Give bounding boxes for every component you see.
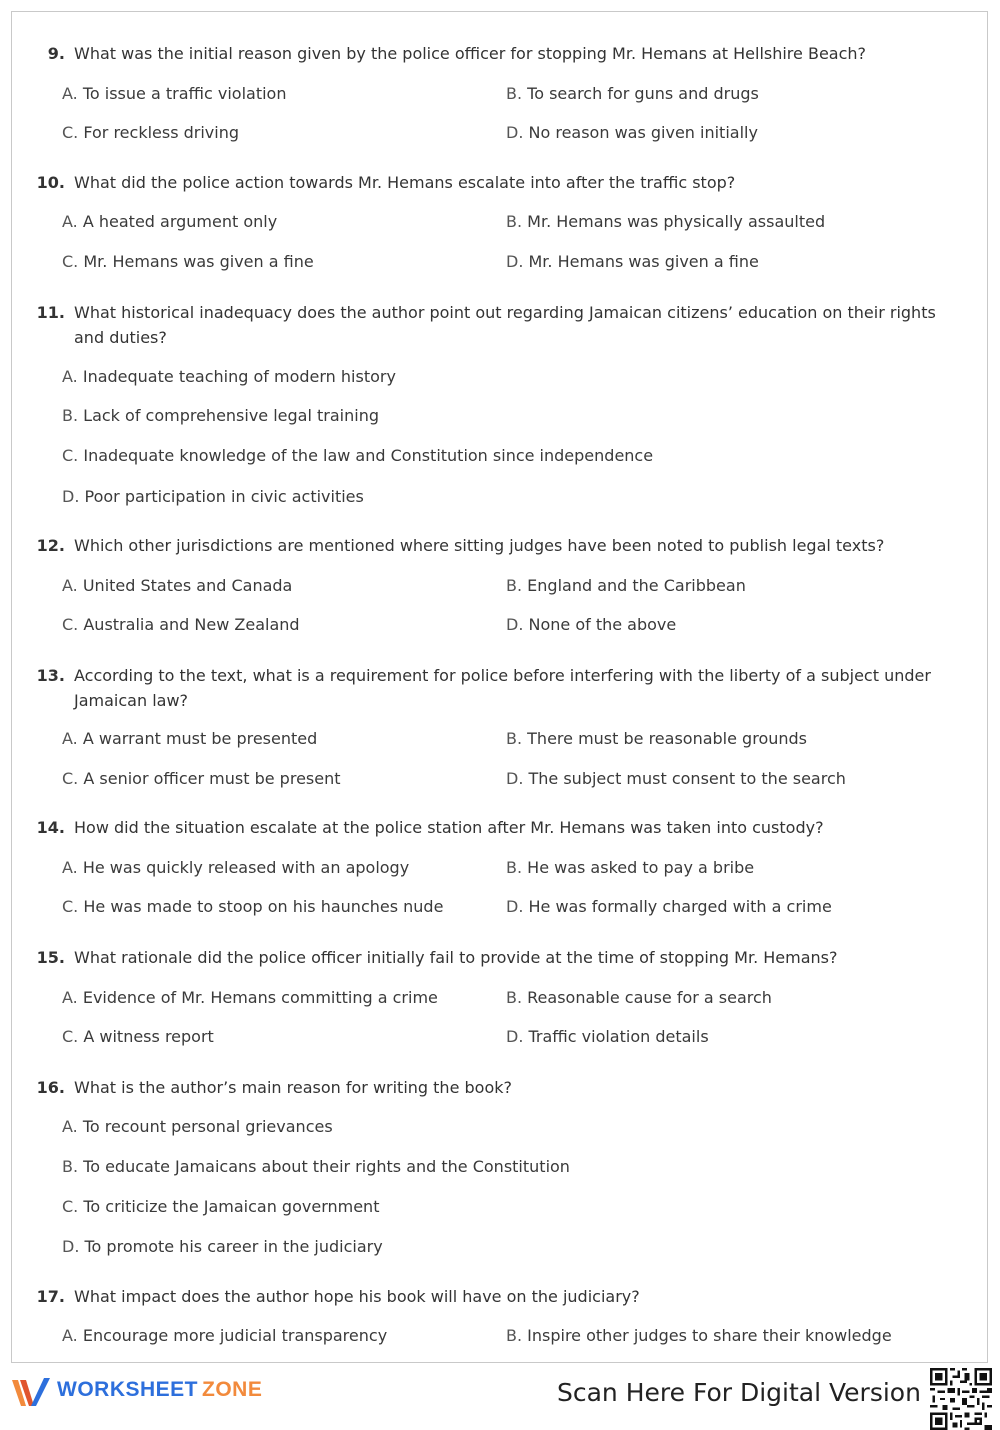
option-d[interactable]: D. Mr. Hemans was given a fine bbox=[506, 252, 759, 271]
option-d[interactable]: D. No reason was given initially bbox=[506, 123, 758, 142]
option-a[interactable]: A. To recount personal grievances bbox=[62, 1117, 333, 1136]
option-b[interactable]: B. England and the Caribbean bbox=[506, 576, 746, 595]
worksheet-page bbox=[11, 11, 988, 1363]
question-number: 17. bbox=[36, 1287, 65, 1306]
option-c[interactable]: C. Mr. Hemans was given a fine bbox=[62, 252, 314, 271]
option-c[interactable]: C. Inadequate knowledge of the law and Constitution since independence bbox=[62, 446, 654, 465]
option-b[interactable]: B. To educate Jamaicans about their rights and the Constitution bbox=[62, 1157, 570, 1176]
option-c[interactable]: C. To criticize the Jamaican government bbox=[62, 1197, 380, 1216]
option-a[interactable]: A. Inadequate teaching of modern history bbox=[62, 367, 396, 386]
option-d[interactable]: D. Traffic violation details bbox=[506, 1027, 709, 1046]
question-number: 14. bbox=[36, 818, 65, 837]
question-text: What was the initial reason given by the police officer for stopping Mr. Hemans at Hellshire Beach? bbox=[74, 44, 867, 63]
question-text: How did the situation escalate at the police station after Mr. Hemans was taken into custody? bbox=[74, 818, 824, 837]
option-a[interactable]: A. United States and Canada bbox=[62, 576, 293, 595]
option-a[interactable]: A. A warrant must be presented bbox=[62, 729, 318, 748]
option-c[interactable]: C. For reckless driving bbox=[62, 123, 240, 142]
question-text: What is the author’s main reason for writing the book? bbox=[74, 1078, 512, 1097]
scan-here-label: Scan Here For Digital Version bbox=[557, 1378, 921, 1407]
question-text: What impact does the author hope his book will have on the judiciary? bbox=[74, 1287, 640, 1306]
question-number: 16. bbox=[36, 1078, 65, 1097]
option-b[interactable]: B. To search for guns and drugs bbox=[506, 84, 759, 103]
question-number: 15. bbox=[36, 948, 65, 967]
brand-logo-text: WORKSHEET ZONE bbox=[57, 1378, 263, 1401]
option-c[interactable]: C. He was made to stoop on his haunches nude bbox=[62, 897, 444, 916]
worksheetzone-logo-icon bbox=[10, 1376, 52, 1410]
option-a[interactable]: A. Evidence of Mr. Hemans committing a crime bbox=[62, 988, 438, 1007]
question-text: What historical inadequacy does the author point out regarding Jamaican citizens’ education on their rights and duties? bbox=[74, 303, 936, 347]
question-number: 12. bbox=[36, 536, 65, 555]
question-text: What did the police action towards Mr. Hemans escalate into after the traffic stop? bbox=[74, 173, 736, 192]
option-d[interactable]: D. Poor participation in civic activities bbox=[62, 487, 364, 506]
option-c[interactable]: C. A senior officer must be present bbox=[62, 769, 341, 788]
option-b[interactable]: B. Reasonable cause for a search bbox=[506, 988, 772, 1007]
question-number: 10. bbox=[36, 173, 65, 192]
option-d[interactable]: D. He was formally charged with a crime bbox=[506, 897, 832, 916]
option-a[interactable]: A. Encourage more judicial transparency bbox=[62, 1326, 388, 1345]
question-number: 9. bbox=[47, 44, 65, 63]
option-c[interactable]: C. A witness report bbox=[62, 1027, 214, 1046]
question-number: 11. bbox=[36, 303, 65, 322]
option-d[interactable]: D. None of the above bbox=[506, 615, 677, 634]
option-a[interactable]: A. To issue a traffic violation bbox=[62, 84, 287, 103]
page-footer bbox=[0, 1364, 1000, 1414]
option-b[interactable]: B. Lack of comprehensive legal training bbox=[62, 406, 379, 425]
option-d[interactable]: D. The subject must consent to the search bbox=[506, 769, 846, 788]
option-b[interactable]: B. There must be reasonable grounds bbox=[506, 729, 807, 748]
option-b[interactable]: B. Mr. Hemans was physically assaulted bbox=[506, 212, 826, 231]
question-text: Which other jurisdictions are mentioned where sitting judges have been noted to publish legal texts? bbox=[74, 536, 885, 555]
option-a[interactable]: A. A heated argument only bbox=[62, 212, 278, 231]
option-b[interactable]: B. Inspire other judges to share their knowledge bbox=[506, 1326, 892, 1345]
option-b[interactable]: B. He was asked to pay a bribe bbox=[506, 858, 755, 877]
qr-code-icon[interactable] bbox=[930, 1368, 992, 1430]
question-text: What rationale did the police officer initially fail to provide at the time of stopping Mr. Hemans? bbox=[74, 948, 838, 967]
option-d[interactable]: D. To promote his career in the judiciary bbox=[62, 1237, 383, 1256]
option-c[interactable]: C. Australia and New Zealand bbox=[62, 615, 300, 634]
option-a[interactable]: A. He was quickly released with an apology bbox=[62, 858, 410, 877]
question-text: According to the text, what is a requirement for police before interfering with the liberty of a subject under Jamaican law? bbox=[74, 666, 931, 710]
question-number: 13. bbox=[36, 666, 65, 685]
